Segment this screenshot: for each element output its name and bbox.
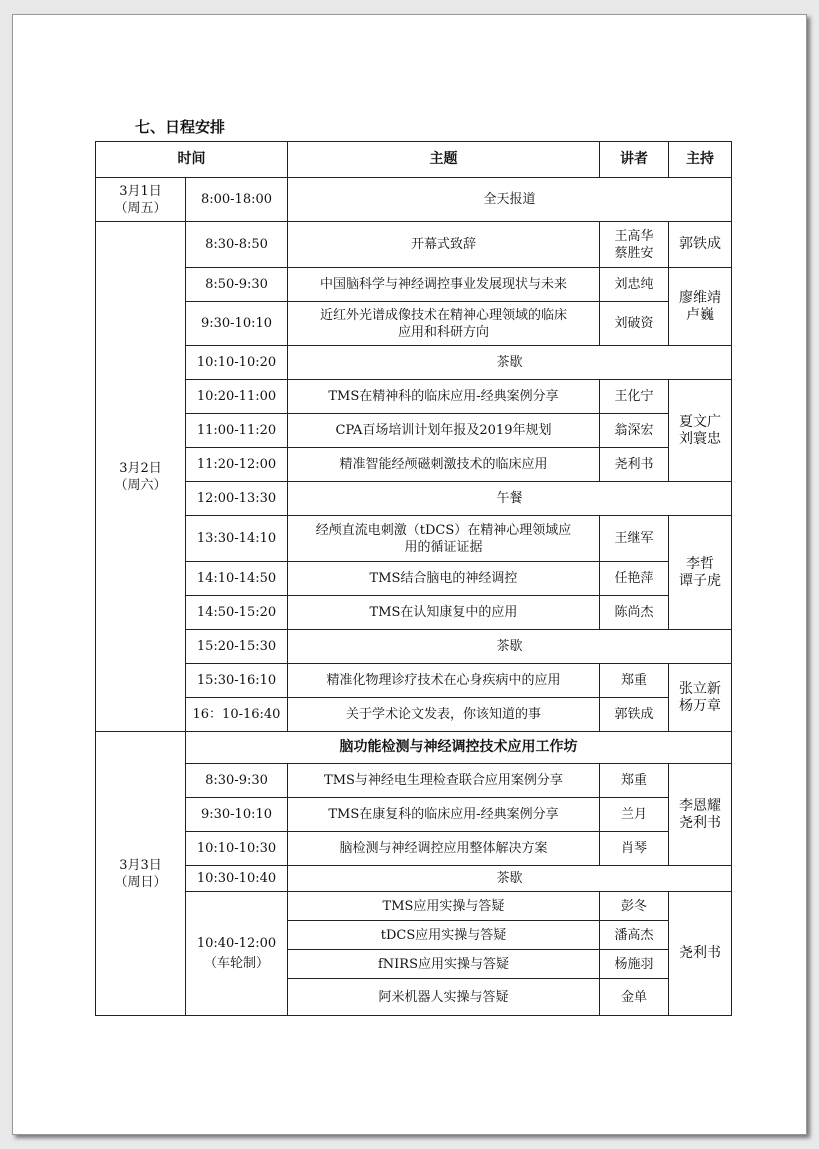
header-speaker: 讲者 xyxy=(600,142,669,178)
topic-cell: 茶歇 xyxy=(288,346,732,380)
section-title: 七、日程安排 xyxy=(135,118,226,136)
table-row xyxy=(96,222,732,268)
speaker-cell: 任艳萍 xyxy=(600,562,669,596)
topic-cell: 精准智能经颅磁刺激技术的临床应用 xyxy=(288,448,600,482)
time-cell: 13:30-14:10 xyxy=(186,516,288,562)
topic-cell: TMS与神经电生理检查联合应用案例分享 xyxy=(288,764,600,798)
table-row xyxy=(96,798,732,832)
table-row xyxy=(96,380,732,414)
date-label: 3月2日 xyxy=(119,460,162,476)
speaker-cell: 兰月 xyxy=(600,798,669,832)
speaker-cell: 刘忠纯 xyxy=(600,268,669,302)
time-cell: 8:50-9:30 xyxy=(186,268,288,302)
speaker-cell: 尧利书 xyxy=(600,448,669,482)
speaker-cell: 杨施羽 xyxy=(600,950,669,979)
time-cell: 10:10-10:20 xyxy=(186,346,288,380)
speaker-cell: 肖琴 xyxy=(600,832,669,866)
table-row xyxy=(96,764,732,798)
host-name: 李哲 xyxy=(686,555,714,572)
topic-cell: tDCS应用实操与答疑 xyxy=(288,921,600,950)
host-cell xyxy=(669,268,732,346)
table-row xyxy=(96,178,732,222)
date-cell-day3 xyxy=(96,732,186,1016)
speaker-cell: 陈尚杰 xyxy=(600,596,669,630)
speaker-cell: 郑重 xyxy=(600,764,669,798)
host-cell: 尧利书 xyxy=(669,892,732,1016)
speaker-cell: 金单 xyxy=(600,979,669,1016)
table-row xyxy=(96,268,732,302)
topic-cell: 脑检测与神经调控应用整体解决方案 xyxy=(288,832,600,866)
speaker-cell: 郑重 xyxy=(600,664,669,698)
table-row xyxy=(96,482,732,516)
header-host: 主持 xyxy=(669,142,732,178)
topic-cell: 关于学术论文发表，你该知道的事 xyxy=(288,698,600,732)
topic-line: 近红外光谱成像技术在精神心理领域的临床 xyxy=(319,307,567,323)
host-name: 张立新 xyxy=(679,680,721,697)
time-cell: 8:30-9:30 xyxy=(186,764,288,798)
topic-cell: TMS应用实操与答疑 xyxy=(288,892,600,921)
time-cell: 15:20-15:30 xyxy=(186,630,288,664)
speaker-cell: 彭冬 xyxy=(600,892,669,921)
topic-cell: 茶歇 xyxy=(288,866,732,892)
time-cell: 15:30-16:10 xyxy=(186,664,288,698)
workshop-title: 脑功能检测与神经调控技术应用工作坊 xyxy=(186,732,732,764)
rotation-note: （车轮制） xyxy=(203,955,269,971)
topic-cell: 茶歇 xyxy=(288,630,732,664)
table-row xyxy=(96,630,732,664)
date-cell-day1 xyxy=(96,178,186,222)
speaker-cell: 潘高杰 xyxy=(600,921,669,950)
topic-cell: 中国脑科学与神经调控事业发展现状与未来 xyxy=(288,268,600,302)
table-row xyxy=(96,516,732,562)
host-name: 刘寰忠 xyxy=(679,430,721,447)
host-name: 尧利书 xyxy=(679,814,721,831)
speaker-name: 王高华 xyxy=(614,228,654,244)
table-row xyxy=(96,832,732,866)
table-row xyxy=(96,596,732,630)
time-cell: 8:30-8:50 xyxy=(186,222,288,268)
schedule-table xyxy=(95,141,732,1016)
speaker-cell: 王化宁 xyxy=(600,380,669,414)
table-row xyxy=(96,732,732,764)
time-cell: 11:20-12:00 xyxy=(186,448,288,482)
speaker-cell: 王继军 xyxy=(600,516,669,562)
host-cell xyxy=(669,764,732,866)
time-cell: 12:00-13:30 xyxy=(186,482,288,516)
time-cell: 14:10-14:50 xyxy=(186,562,288,596)
header-topic: 主题 xyxy=(288,142,600,178)
topic-cell xyxy=(288,516,600,562)
topic-cell: 午餐 xyxy=(288,482,732,516)
table-header-row xyxy=(96,142,732,178)
time-cell: 11:00-11:20 xyxy=(186,414,288,448)
time-cell: 10:30-10:40 xyxy=(186,866,288,892)
topic-cell: TMS结合脑电的神经调控 xyxy=(288,562,600,596)
time-cell-rotation xyxy=(186,892,288,1016)
host-name: 廖维靖 xyxy=(679,289,721,306)
speaker-name: 蔡胜安 xyxy=(614,245,654,261)
time-cell: 9:30-10:10 xyxy=(186,302,288,346)
table-row xyxy=(96,698,732,732)
host-cell xyxy=(669,516,732,630)
speaker-cell: 郭铁成 xyxy=(600,698,669,732)
topic-cell: 全天报道 xyxy=(288,178,732,222)
host-name: 夏文广 xyxy=(679,413,721,430)
date-cell-day2 xyxy=(96,222,186,732)
topic-line: 应用和科研方向 xyxy=(397,324,489,340)
topic-line: 用的循证证据 xyxy=(404,539,483,555)
table-row xyxy=(96,414,732,448)
table-row xyxy=(96,892,732,921)
topic-cell: 阿米机器人实操与答疑 xyxy=(288,979,600,1016)
table-row xyxy=(96,664,732,698)
time-cell: 9:30-10:10 xyxy=(186,798,288,832)
topic-cell: TMS在精神科的临床应用-经典案例分享 xyxy=(288,380,600,414)
host-cell xyxy=(669,664,732,732)
speaker-cell xyxy=(600,222,669,268)
weekday-label: （周六） xyxy=(114,477,167,493)
host-name: 杨万章 xyxy=(679,697,721,714)
speaker-cell: 翁深宏 xyxy=(600,414,669,448)
table-row xyxy=(96,302,732,346)
date-label: 3月3日 xyxy=(119,857,162,873)
time-cell: 14:50-15:20 xyxy=(186,596,288,630)
weekday-label: （周日） xyxy=(114,874,167,890)
table-row xyxy=(96,448,732,482)
topic-cell: TMS在认知康复中的应用 xyxy=(288,596,600,630)
table-row xyxy=(96,346,732,380)
host-name: 卢巍 xyxy=(686,306,714,323)
host-name: 谭子虎 xyxy=(679,572,721,589)
host-cell: 郭铁成 xyxy=(669,222,732,268)
time-cell: 10:20-11:00 xyxy=(186,380,288,414)
speaker-cell: 刘破资 xyxy=(600,302,669,346)
topic-line: 经颅直流电刺激（tDCS）在精神心理领域应 xyxy=(315,522,572,538)
topic-cell xyxy=(288,302,600,346)
time-cell: 16：10-16:40 xyxy=(186,698,288,732)
host-name: 李恩耀 xyxy=(679,797,721,814)
table-row xyxy=(96,562,732,596)
topic-cell: 精准化物理诊疗技术在心身疾病中的应用 xyxy=(288,664,600,698)
topic-cell: fNIRS应用实操与答疑 xyxy=(288,950,600,979)
rotation-time: 10:40-12:00 xyxy=(196,935,277,951)
topic-cell: TMS在康复科的临床应用-经典案例分享 xyxy=(288,798,600,832)
table-row xyxy=(96,866,732,892)
weekday-label: （周五） xyxy=(114,200,167,216)
header-time: 时间 xyxy=(96,142,288,178)
time-cell: 10:10-10:30 xyxy=(186,832,288,866)
topic-cell: CPA百场培训计划年报及2019年规划 xyxy=(288,414,600,448)
topic-cell: 开幕式致辞 xyxy=(288,222,600,268)
date-label: 3月1日 xyxy=(119,183,162,199)
host-cell xyxy=(669,380,732,482)
time-cell: 8:00-18:00 xyxy=(186,178,288,222)
